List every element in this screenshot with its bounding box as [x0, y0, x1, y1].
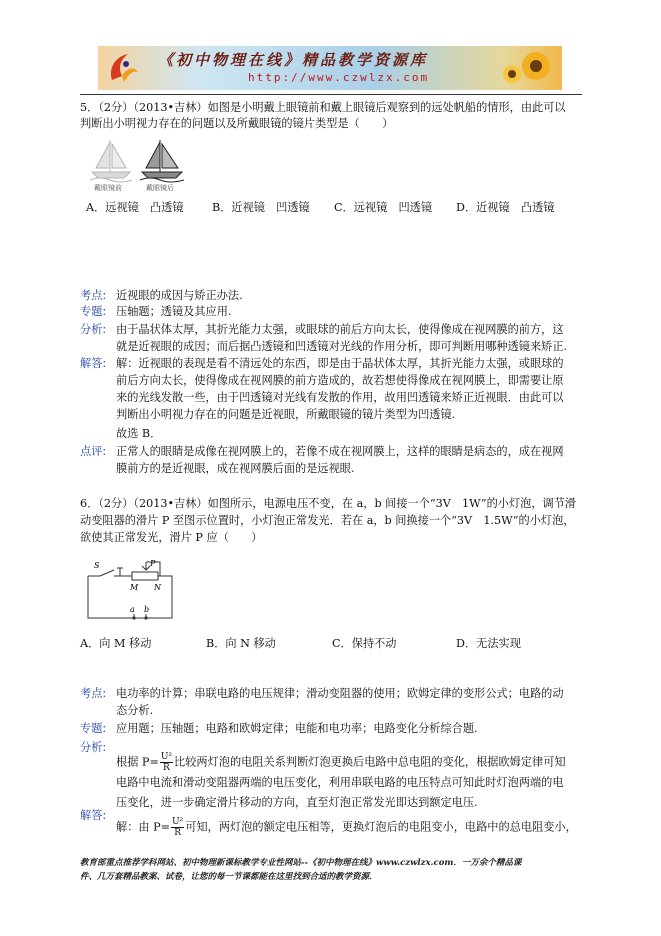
header-banner: [98, 46, 562, 90]
q6-option-c[interactable]: C．保持不动: [332, 637, 397, 650]
footer-line2: 件、几万套精品教案、试卷，让您的每一节课都能在这里找到合适的教学资源．: [80, 872, 378, 882]
switch-lever: [100, 570, 114, 576]
q5-kaodian: 近视眼的成因与矫正办法.: [116, 289, 243, 302]
q5-dianping-line2: 膜前方的是近视眼，成在视网膜后面的是远视眼.: [116, 462, 355, 475]
banner-title: 《初中物理在线》精品教学资源库: [158, 51, 429, 69]
q6-jieda-line1-rest: 可知，两灯泡的额定电压相等，更换灯泡后的电阻变小，电路中的总电阻变小，: [185, 820, 577, 834]
q5-label-jieda: 解答:: [80, 357, 107, 370]
q5-option-b[interactable]: B．近视镜 凹透镜: [212, 201, 310, 214]
q5-zhuanti: 压轴题；透镜及其应用.: [116, 305, 232, 318]
q5-option-d[interactable]: D．近视镜 凸透镜: [456, 201, 555, 214]
fraction-denominator-2: R: [174, 828, 182, 838]
slider-arrow: [142, 562, 150, 570]
q5-stem-line2: 判断出小明视力存在的问题以及所戴眼镜的镜片类型是（ ）: [80, 117, 394, 130]
q6-fenxi-formula-prefix: 根据 P=: [116, 755, 159, 769]
sailboat-before-image: [90, 140, 132, 182]
q5-jieda-line1: 解：近视眼的表现是看不清远处的东西，即是由于晶状体太厚，其折光能力太强，或眼球的: [116, 357, 564, 370]
sailboat-figure: [86, 134, 186, 192]
q6-zhuanti: 应用题；压轴题；电路和欧姆定律；电能和电功率；电路变化分析综合题.: [116, 722, 478, 735]
fraction-numerator-2: U²: [172, 817, 184, 827]
q5-jieda-line5: 故选 B．: [116, 427, 162, 440]
q5-label-zhuanti: 专题:: [80, 305, 107, 318]
q6-label-kaodian: 考点:: [80, 687, 107, 700]
circuit-label-b: b: [144, 605, 150, 614]
q6-stem-line1: 6．（2分）（2013•吉林）如图所示，电源电压不变，在 a，b 间接一个“3V 1W”的小灯泡，调节滑: [80, 497, 577, 510]
q5-fenxi-line1: 由于晶状体太厚，其折光能力太强，或眼球的前后方向太长，使得像成在视网膜的前方，这: [116, 323, 564, 336]
rheostat: [132, 572, 158, 580]
swirl-logo-icon: [106, 50, 140, 86]
fraction-u2-over-r: [160, 752, 173, 773]
q6-jieda-line1: [116, 817, 577, 838]
circuit-diagram: [84, 556, 180, 624]
q6-fenxi-line1-rest: 比较两灯泡的电阻关系判断灯泡更换后电路中总电阻的变化，根据欧姆定律可知: [174, 755, 566, 769]
q5-jieda-line3: 来的光线发散一些，由于凹透镜对光线有发散的作用，故用凹透镜来矫正近视眼．由此可以: [116, 391, 564, 404]
q5-option-a[interactable]: A．远视镜 凸透镜: [86, 201, 184, 214]
sunflower-icon: [498, 48, 554, 88]
header-rule: [80, 94, 582, 95]
banner-url[interactable]: http://www.czwlzx.com: [248, 71, 430, 84]
q5-label-kaodian: 考点:: [80, 289, 107, 302]
circuit-label-a: a: [130, 605, 135, 614]
q6-label-fenxi: 分析:: [80, 741, 107, 754]
q6-fenxi-line3: 压变化，进一步确定滑片移动的方向，直至灯泡正常发光即达到额定电压.: [116, 796, 478, 809]
caption-after: 戴眼镜后: [146, 184, 174, 192]
q6-label-jieda: 解答:: [80, 809, 107, 822]
circuit-label-p: P: [150, 559, 156, 568]
q6-kaodian-line2: 态分析.: [116, 704, 154, 717]
fraction-u2-over-r-2: [171, 817, 184, 838]
q6-jieda-prefix: 解：由 P=: [116, 820, 171, 834]
q5-jieda-line2: 前后方向太长，使得像成在视网膜的前方造成的，故若想使得像成在视网膜上，即需要让原: [116, 374, 564, 387]
q6-fenxi-line1: [116, 752, 566, 773]
q6-option-d[interactable]: D．无法实现: [456, 637, 521, 650]
q5-fenxi-line2: 就是近视眼的成因；而后据凸透镜和凹透镜对光线的作用分析，即可判断用哪种透镜来矫正.: [116, 340, 568, 353]
fraction-denominator: R: [163, 763, 170, 773]
fraction-numerator: U²: [160, 752, 173, 762]
footer-line1: 教育部重点推荐学科网站、初中物理新课标教学专业性网站--《初中物理在线》www.czwlzx.com．一万余个精品课: [80, 858, 522, 868]
q5-dianping-line1: 正常人的眼睛是成像在视网膜上的，若像不成在视网膜上，这样的眼睛是病态的，成在视网: [116, 445, 564, 458]
caption-before: 戴眼镜前: [94, 184, 122, 192]
q5-jieda-line4: 判断出小明视力存在的问题是近视眼，所戴眼镜的镜片类型为凹透镜.: [116, 408, 456, 421]
q5-label-fenxi: 分析:: [80, 323, 107, 336]
q6-option-b[interactable]: B．向 N 移动: [206, 637, 276, 650]
sailboat-after-image: [140, 140, 184, 182]
q6-option-a[interactable]: A．向 M 移动: [80, 637, 152, 650]
q6-fenxi-line2: 电路中电流和滑动变阻器两端的电压变化，利用串联电路的电压特点可知此时灯泡两端的电: [116, 776, 564, 789]
q6-stem-line3: 欲使其正常发光，滑片 P 应（ ）: [80, 531, 263, 544]
q5-option-c[interactable]: C．远视镜 凹透镜: [334, 201, 433, 214]
q6-stem-line2: 动变阻器的滑片 P 至图示位置时，小灯泡正常发光．若在 a，b 间换接一个“3V 1.5W”的小灯泡，: [80, 514, 575, 527]
q5-stem-line1: 5．（2分）（2013•吉林）如图是小明戴上眼镜前和戴上眼镜后观察到的远处帆船的情形，由此可以: [80, 101, 566, 114]
circuit-label-s: S: [94, 561, 100, 570]
circuit-label-n: N: [154, 583, 161, 592]
q6-label-zhuanti: 专题:: [80, 722, 107, 735]
q5-label-dianping: 点评:: [80, 445, 107, 458]
circuit-label-m: M: [130, 583, 139, 592]
q6-kaodian-line1: 电功率的计算；串联电路的电压规律；滑动变阻器的使用；欧姆定律的变形公式；电路的动: [116, 687, 564, 700]
